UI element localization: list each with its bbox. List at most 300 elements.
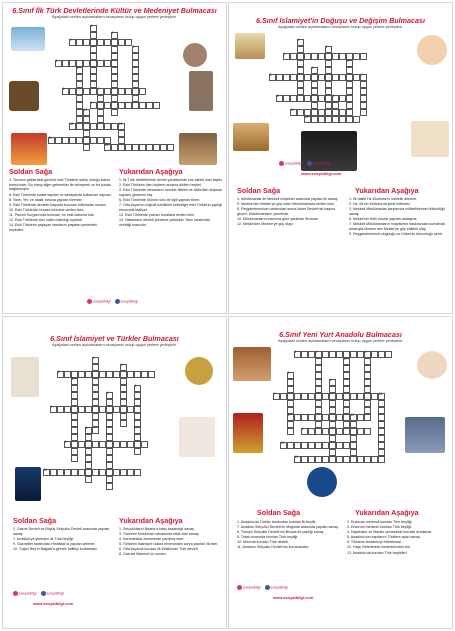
grid-cell[interactable]	[329, 407, 336, 414]
grid-cell[interactable]	[90, 88, 97, 95]
grid-cell[interactable]	[90, 32, 97, 39]
grid-cell[interactable]	[92, 413, 99, 420]
grid-cell[interactable]	[71, 385, 78, 392]
grid-cell[interactable]	[364, 379, 371, 386]
grid-cell[interactable]	[113, 371, 120, 378]
grid-cell[interactable]	[120, 413, 127, 420]
grid-cell[interactable]	[134, 441, 141, 448]
grid-cell[interactable]	[90, 67, 97, 74]
grid-cell[interactable]	[287, 386, 294, 393]
grid-cell[interactable]	[322, 428, 329, 435]
grid-cell[interactable]	[315, 393, 322, 400]
grid-cell[interactable]	[325, 53, 332, 60]
grid-cell[interactable]	[132, 60, 139, 67]
grid-cell[interactable]	[83, 144, 90, 151]
grid-cell[interactable]	[111, 53, 118, 60]
grid-cell[interactable]	[357, 414, 364, 421]
grid-cell[interactable]	[325, 88, 332, 95]
grid-cell[interactable]	[106, 441, 113, 448]
facebook-link[interactable]: sosyalbilgi	[265, 585, 289, 590]
grid-cell[interactable]	[132, 53, 139, 60]
grid-cell[interactable]	[322, 414, 329, 421]
grid-cell[interactable]	[290, 74, 297, 81]
instagram-link[interactable]: sosyalbilgi	[237, 585, 261, 590]
grid-cell[interactable]	[343, 428, 350, 435]
grid-cell[interactable]	[71, 441, 78, 448]
grid-cell[interactable]	[346, 102, 353, 109]
grid-cell[interactable]	[92, 420, 99, 427]
grid-cell[interactable]	[378, 435, 385, 442]
grid-cell[interactable]	[134, 434, 141, 441]
grid-cell[interactable]	[353, 53, 360, 60]
grid-cell[interactable]	[141, 371, 148, 378]
grid-cell[interactable]	[97, 102, 104, 109]
grid-cell[interactable]	[132, 88, 139, 95]
grid-cell[interactable]	[134, 469, 141, 476]
grid-cell[interactable]	[301, 414, 308, 421]
grid-cell[interactable]	[90, 53, 97, 60]
grid-cell[interactable]	[92, 406, 99, 413]
grid-cell[interactable]	[90, 60, 97, 67]
grid-cell[interactable]	[71, 448, 78, 455]
grid-cell[interactable]	[125, 102, 132, 109]
grid-cell[interactable]	[297, 88, 304, 95]
grid-cell[interactable]	[113, 469, 120, 476]
grid-cell[interactable]	[85, 469, 92, 476]
grid-cell[interactable]	[146, 144, 153, 151]
grid-cell[interactable]	[332, 53, 339, 60]
grid-cell[interactable]	[360, 102, 367, 109]
grid-cell[interactable]	[346, 67, 353, 74]
grid-cell[interactable]	[83, 130, 90, 137]
grid-cell[interactable]	[315, 400, 322, 407]
grid-cell[interactable]	[378, 421, 385, 428]
grid-cell[interactable]	[97, 60, 104, 67]
grid-cell[interactable]	[304, 74, 311, 81]
grid-cell[interactable]	[301, 456, 308, 463]
grid-cell[interactable]	[297, 46, 304, 53]
grid-cell[interactable]	[350, 449, 357, 456]
grid-cell[interactable]	[297, 74, 304, 81]
grid-cell[interactable]	[360, 88, 367, 95]
grid-cell[interactable]	[378, 442, 385, 449]
grid-cell[interactable]	[111, 39, 118, 46]
grid-cell[interactable]	[322, 351, 329, 358]
grid-cell[interactable]	[97, 137, 104, 144]
grid-cell[interactable]	[92, 364, 99, 371]
grid-cell[interactable]	[350, 456, 357, 463]
grid-cell[interactable]	[92, 469, 99, 476]
grid-cell[interactable]	[92, 427, 99, 434]
grid-cell[interactable]	[76, 116, 83, 123]
grid-cell[interactable]	[69, 60, 76, 67]
grid-cell[interactable]	[76, 95, 83, 102]
grid-cell[interactable]	[106, 427, 113, 434]
grid-cell[interactable]	[111, 74, 118, 81]
grid-cell[interactable]	[111, 88, 118, 95]
grid-cell[interactable]	[106, 448, 113, 455]
grid-cell[interactable]	[97, 116, 104, 123]
grid-cell[interactable]	[329, 393, 336, 400]
grid-cell[interactable]	[125, 88, 132, 95]
facebook-link[interactable]: sosyalbilgi	[115, 299, 139, 304]
grid-cell[interactable]	[111, 109, 118, 116]
grid-cell[interactable]	[364, 386, 371, 393]
grid-cell[interactable]	[378, 414, 385, 421]
grid-cell[interactable]	[301, 393, 308, 400]
grid-cell[interactable]	[283, 74, 290, 81]
grid-cell[interactable]	[134, 371, 141, 378]
grid-cell[interactable]	[85, 476, 92, 483]
grid-cell[interactable]	[106, 483, 113, 490]
grid-cell[interactable]	[322, 456, 329, 463]
grid-cell[interactable]	[315, 442, 322, 449]
grid-cell[interactable]	[90, 81, 97, 88]
grid-cell[interactable]	[294, 414, 301, 421]
grid-cell[interactable]	[111, 67, 118, 74]
grid-cell[interactable]	[315, 456, 322, 463]
grid-cell[interactable]	[297, 109, 304, 116]
grid-cell[interactable]	[64, 371, 71, 378]
grid-cell[interactable]	[90, 123, 97, 130]
grid-cell[interactable]	[111, 81, 118, 88]
grid-cell[interactable]	[167, 144, 174, 151]
grid-cell[interactable]	[127, 469, 134, 476]
grid-cell[interactable]	[364, 400, 371, 407]
grid-cell[interactable]	[71, 413, 78, 420]
grid-cell[interactable]	[111, 60, 118, 67]
grid-cell[interactable]	[90, 46, 97, 53]
grid-cell[interactable]	[85, 462, 92, 469]
grid-cell[interactable]	[378, 456, 385, 463]
grid-cell[interactable]	[378, 407, 385, 414]
grid-cell[interactable]	[85, 441, 92, 448]
grid-cell[interactable]	[315, 428, 322, 435]
grid-cell[interactable]	[329, 400, 336, 407]
grid-cell[interactable]	[360, 95, 367, 102]
grid-cell[interactable]	[146, 102, 153, 109]
grid-cell[interactable]	[329, 442, 336, 449]
grid-cell[interactable]	[118, 137, 125, 144]
grid-cell[interactable]	[343, 442, 350, 449]
grid-cell[interactable]	[92, 371, 99, 378]
crossword-grid[interactable]	[43, 357, 183, 507]
grid-cell[interactable]	[106, 455, 113, 462]
grid-cell[interactable]	[83, 116, 90, 123]
crossword-grid[interactable]	[273, 351, 408, 471]
grid-cell[interactable]	[364, 358, 371, 365]
grid-cell[interactable]	[364, 428, 371, 435]
grid-cell[interactable]	[329, 435, 336, 442]
grid-cell[interactable]	[357, 393, 364, 400]
grid-cell[interactable]	[315, 386, 322, 393]
grid-cell[interactable]	[92, 392, 99, 399]
grid-cell[interactable]	[325, 102, 332, 109]
grid-cell[interactable]	[343, 379, 350, 386]
instagram-link[interactable]: sosyalbilgi	[279, 161, 303, 166]
grid-cell[interactable]	[90, 74, 97, 81]
grid-cell[interactable]	[343, 386, 350, 393]
grid-cell[interactable]	[99, 469, 106, 476]
grid-cell[interactable]	[104, 39, 111, 46]
grid-cell[interactable]	[120, 420, 127, 427]
grid-cell[interactable]	[325, 109, 332, 116]
grid-cell[interactable]	[76, 109, 83, 116]
grid-cell[interactable]	[378, 428, 385, 435]
grid-cell[interactable]	[297, 81, 304, 88]
grid-cell[interactable]	[318, 116, 325, 123]
grid-cell[interactable]	[85, 371, 92, 378]
grid-cell[interactable]	[315, 365, 322, 372]
grid-cell[interactable]	[329, 428, 336, 435]
grid-cell[interactable]	[125, 144, 132, 151]
grid-cell[interactable]	[106, 399, 113, 406]
grid-cell[interactable]	[111, 144, 118, 151]
grid-cell[interactable]	[134, 399, 141, 406]
grid-cell[interactable]	[343, 400, 350, 407]
grid-cell[interactable]	[78, 406, 85, 413]
grid-cell[interactable]	[339, 116, 346, 123]
grid-cell[interactable]	[297, 67, 304, 74]
grid-cell[interactable]	[127, 371, 134, 378]
grid-cell[interactable]	[90, 39, 97, 46]
grid-cell[interactable]	[120, 371, 127, 378]
grid-cell[interactable]	[329, 386, 336, 393]
grid-cell[interactable]	[332, 74, 339, 81]
grid-cell[interactable]	[378, 400, 385, 407]
grid-cell[interactable]	[311, 102, 318, 109]
grid-cell[interactable]	[78, 371, 85, 378]
grid-cell[interactable]	[364, 393, 371, 400]
grid-cell[interactable]	[325, 116, 332, 123]
grid-cell[interactable]	[350, 442, 357, 449]
grid-cell[interactable]	[353, 116, 360, 123]
grid-cell[interactable]	[325, 67, 332, 74]
grid-cell[interactable]	[371, 393, 378, 400]
grid-cell[interactable]	[106, 406, 113, 413]
grid-cell[interactable]	[329, 414, 336, 421]
grid-cell[interactable]	[76, 74, 83, 81]
grid-cell[interactable]	[322, 393, 329, 400]
grid-cell[interactable]	[134, 392, 141, 399]
grid-cell[interactable]	[325, 81, 332, 88]
grid-cell[interactable]	[76, 39, 83, 46]
grid-cell[interactable]	[287, 421, 294, 428]
grid-cell[interactable]	[92, 378, 99, 385]
grid-cell[interactable]	[287, 393, 294, 400]
grid-cell[interactable]	[139, 144, 146, 151]
grid-cell[interactable]	[118, 130, 125, 137]
grid-cell[interactable]	[113, 441, 120, 448]
facebook-link[interactable]: sosyalbilgi	[41, 591, 65, 596]
website-link[interactable]: www.sosyalbilgi.com	[301, 171, 342, 176]
grid-cell[interactable]	[83, 60, 90, 67]
grid-cell[interactable]	[325, 74, 332, 81]
grid-cell[interactable]	[83, 137, 90, 144]
grid-cell[interactable]	[350, 428, 357, 435]
grid-cell[interactable]	[134, 420, 141, 427]
grid-cell[interactable]	[76, 88, 83, 95]
grid-cell[interactable]	[385, 351, 392, 358]
grid-cell[interactable]	[343, 407, 350, 414]
grid-cell[interactable]	[83, 88, 90, 95]
grid-cell[interactable]	[308, 442, 315, 449]
grid-cell[interactable]	[71, 392, 78, 399]
grid-cell[interactable]	[290, 95, 297, 102]
grid-cell[interactable]	[350, 351, 357, 358]
grid-cell[interactable]	[97, 95, 104, 102]
grid-cell[interactable]	[85, 448, 92, 455]
grid-cell[interactable]	[339, 74, 346, 81]
grid-cell[interactable]	[125, 39, 132, 46]
grid-cell[interactable]	[325, 60, 332, 67]
grid-cell[interactable]	[350, 421, 357, 428]
grid-cell[interactable]	[69, 88, 76, 95]
grid-cell[interactable]	[315, 379, 322, 386]
grid-cell[interactable]	[304, 53, 311, 60]
grid-cell[interactable]	[106, 462, 113, 469]
grid-cell[interactable]	[287, 442, 294, 449]
grid-cell[interactable]	[71, 406, 78, 413]
grid-cell[interactable]	[76, 123, 83, 130]
grid-cell[interactable]	[106, 476, 113, 483]
grid-cell[interactable]	[360, 81, 367, 88]
grid-cell[interactable]	[308, 456, 315, 463]
grid-cell[interactable]	[318, 95, 325, 102]
grid-cell[interactable]	[83, 39, 90, 46]
grid-cell[interactable]	[364, 456, 371, 463]
grid-cell[interactable]	[308, 414, 315, 421]
grid-cell[interactable]	[336, 428, 343, 435]
grid-cell[interactable]	[339, 109, 346, 116]
grid-cell[interactable]	[346, 88, 353, 95]
grid-cell[interactable]	[336, 393, 343, 400]
grid-cell[interactable]	[332, 109, 339, 116]
grid-cell[interactable]	[343, 393, 350, 400]
grid-cell[interactable]	[118, 144, 125, 151]
grid-cell[interactable]	[308, 393, 315, 400]
grid-cell[interactable]	[132, 67, 139, 74]
grid-cell[interactable]	[106, 469, 113, 476]
grid-cell[interactable]	[329, 449, 336, 456]
grid-cell[interactable]	[71, 399, 78, 406]
grid-cell[interactable]	[336, 456, 343, 463]
grid-cell[interactable]	[92, 399, 99, 406]
grid-cell[interactable]	[141, 441, 148, 448]
grid-cell[interactable]	[127, 441, 134, 448]
grid-cell[interactable]	[57, 469, 64, 476]
grid-cell[interactable]	[322, 442, 329, 449]
grid-cell[interactable]	[339, 53, 346, 60]
grid-cell[interactable]	[297, 53, 304, 60]
grid-cell[interactable]	[85, 406, 92, 413]
grid-cell[interactable]	[132, 74, 139, 81]
grid-cell[interactable]	[132, 102, 139, 109]
grid-cell[interactable]	[111, 46, 118, 53]
grid-cell[interactable]	[120, 392, 127, 399]
grid-cell[interactable]	[120, 469, 127, 476]
grid-cell[interactable]	[343, 414, 350, 421]
grid-cell[interactable]	[139, 88, 146, 95]
grid-cell[interactable]	[153, 102, 160, 109]
grid-cell[interactable]	[346, 116, 353, 123]
grid-cell[interactable]	[106, 413, 113, 420]
grid-cell[interactable]	[85, 455, 92, 462]
grid-cell[interactable]	[294, 442, 301, 449]
grid-cell[interactable]	[332, 102, 339, 109]
grid-cell[interactable]	[99, 441, 106, 448]
grid-cell[interactable]	[104, 60, 111, 67]
grid-cell[interactable]	[350, 435, 357, 442]
grid-cell[interactable]	[113, 406, 120, 413]
grid-cell[interactable]	[315, 358, 322, 365]
grid-cell[interactable]	[364, 365, 371, 372]
grid-cell[interactable]	[283, 95, 290, 102]
grid-cell[interactable]	[97, 123, 104, 130]
grid-cell[interactable]	[153, 144, 160, 151]
grid-cell[interactable]	[71, 420, 78, 427]
grid-cell[interactable]	[62, 137, 69, 144]
grid-cell[interactable]	[76, 81, 83, 88]
grid-cell[interactable]	[364, 372, 371, 379]
grid-cell[interactable]	[71, 434, 78, 441]
grid-cell[interactable]	[83, 123, 90, 130]
grid-cell[interactable]	[148, 371, 155, 378]
grid-cell[interactable]	[343, 372, 350, 379]
grid-cell[interactable]	[315, 372, 322, 379]
crossword-grid[interactable]	[269, 39, 414, 129]
website-link[interactable]: www.sosyalbilgi.com	[33, 601, 74, 606]
grid-cell[interactable]	[120, 385, 127, 392]
grid-cell[interactable]	[160, 144, 167, 151]
grid-cell[interactable]	[346, 109, 353, 116]
grid-cell[interactable]	[343, 456, 350, 463]
grid-cell[interactable]	[329, 421, 336, 428]
grid-cell[interactable]	[297, 95, 304, 102]
grid-cell[interactable]	[364, 407, 371, 414]
grid-cell[interactable]	[360, 53, 367, 60]
instagram-link[interactable]: sosyalbilgi	[87, 299, 111, 304]
grid-cell[interactable]	[336, 351, 343, 358]
grid-cell[interactable]	[92, 385, 99, 392]
grid-cell[interactable]	[343, 421, 350, 428]
grid-cell[interactable]	[350, 393, 357, 400]
grid-cell[interactable]	[120, 399, 127, 406]
grid-cell[interactable]	[371, 351, 378, 358]
grid-cell[interactable]	[85, 434, 92, 441]
facebook-link[interactable]: sosyalbilgi	[307, 161, 331, 166]
grid-cell[interactable]	[111, 95, 118, 102]
grid-cell[interactable]	[294, 393, 301, 400]
grid-cell[interactable]	[78, 469, 85, 476]
grid-cell[interactable]	[378, 351, 385, 358]
grid-cell[interactable]	[315, 407, 322, 414]
grid-cell[interactable]	[301, 351, 308, 358]
grid-cell[interactable]	[50, 469, 57, 476]
grid-cell[interactable]	[287, 379, 294, 386]
grid-cell[interactable]	[120, 378, 127, 385]
grid-cell[interactable]	[104, 123, 111, 130]
grid-cell[interactable]	[90, 137, 97, 144]
grid-cell[interactable]	[134, 406, 141, 413]
grid-cell[interactable]	[104, 88, 111, 95]
grid-cell[interactable]	[71, 427, 78, 434]
grid-cell[interactable]	[134, 427, 141, 434]
grid-cell[interactable]	[106, 371, 113, 378]
grid-cell[interactable]	[360, 109, 367, 116]
grid-cell[interactable]	[336, 414, 343, 421]
grid-cell[interactable]	[118, 39, 125, 46]
